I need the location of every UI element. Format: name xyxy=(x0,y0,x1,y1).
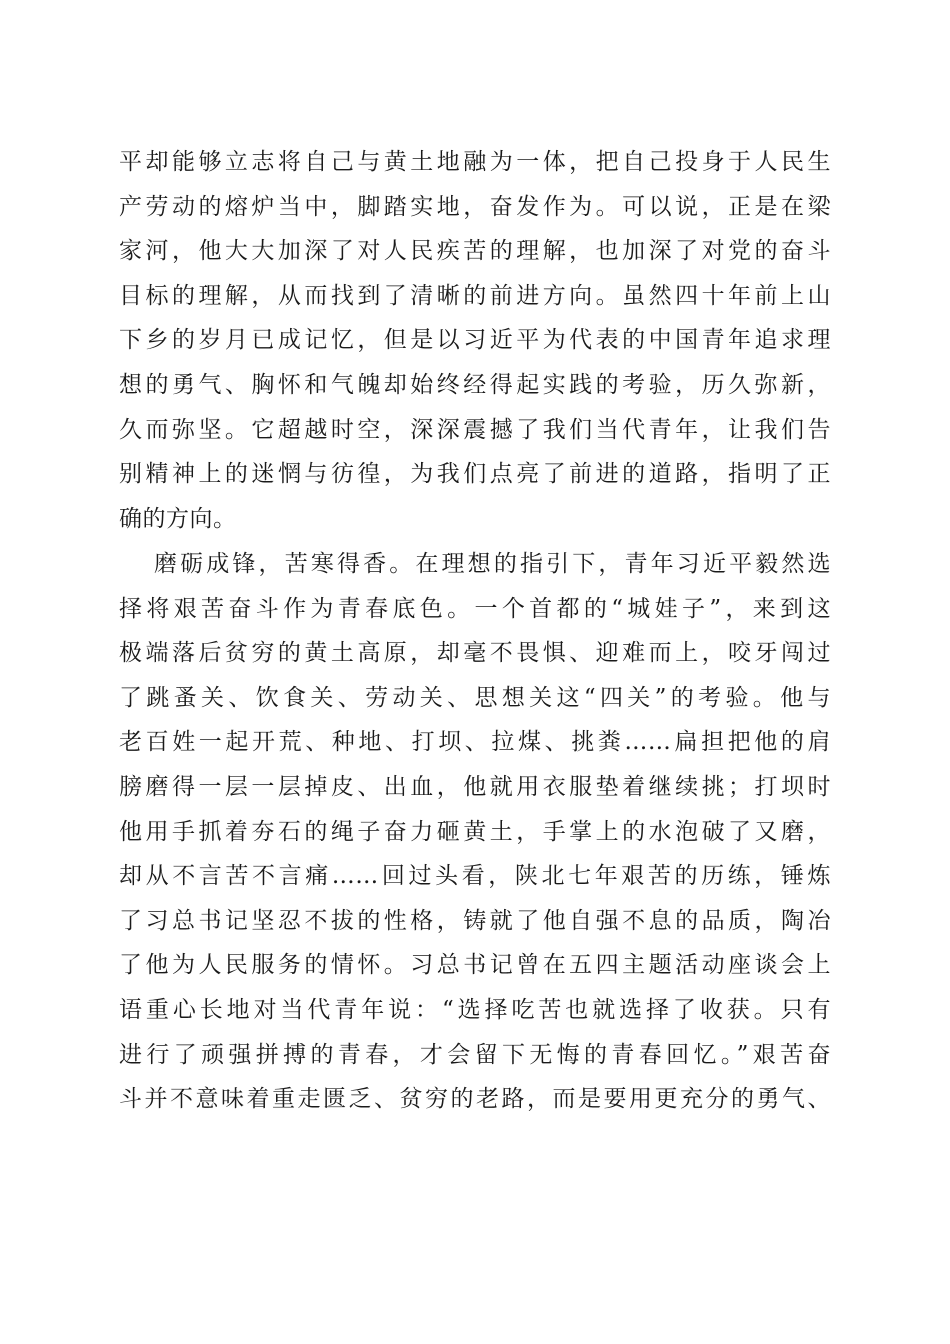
paragraph-1 xyxy=(119,140,831,541)
text-line: 语重心长地对当代青年说：“选择吃苦也就选择了收获。只有 xyxy=(119,996,831,1023)
text-line: 择将艰苦奋斗作为青春底色。一个首都的“城娃子”，来到这 xyxy=(119,595,831,622)
text-line: 别精神上的迷惘与彷徨，为我们点亮了前进的道路，指明了正 xyxy=(119,461,831,488)
text-line: 了习总书记坚忍不拔的性格，铸就了他自强不息的品质，陶冶 xyxy=(119,907,831,934)
text-line: 磨砺成锋，苦寒得香。在理想的指引下，青年习近平毅然选 xyxy=(154,551,831,577)
paragraph-2 xyxy=(119,542,831,1122)
text-line: 他用手抓着夯石的绳子奋力砸黄土，手掌上的水泡破了又磨， xyxy=(119,818,831,845)
text-line: 想的勇气、胸怀和气魄却始终经得起实践的考验，历久弥新， xyxy=(119,371,831,398)
text-line: 平却能够立志将自己与黄土地融为一体，把自己投身于人民生 xyxy=(119,149,831,175)
text-line: 家河，他大大加深了对人民疾苦的理解，也加深了对党的奋斗 xyxy=(119,238,831,265)
text-line: 下乡的岁月已成记忆，但是以习近平为代表的中国青年追求理 xyxy=(119,327,831,354)
text-line: 膀磨得一层一层掉皮、出血，他就用衣服垫着继续挑；打坝时 xyxy=(119,773,831,800)
text-line: 产劳动的熔炉当中，脚踏实地，奋发作为。可以说，正是在梁 xyxy=(119,193,831,220)
text-line: 了跳蚤关、饮食关、劳动关、思想关这“四关”的考验。他与 xyxy=(119,684,831,711)
text-line: 久而弥坚。它超越时空，深深震撼了我们当代青年，让我们告 xyxy=(119,416,831,443)
text-line: 了他为人民服务的情怀。习总书记曾在五四主题活动座谈会上 xyxy=(119,952,831,979)
text-line: 斗并不意味着重走匮乏、贫穷的老路，而是要用更充分的勇气、 xyxy=(119,1086,831,1113)
text-line: 确的方向。 xyxy=(119,505,237,532)
text-line: 目标的理解，从而找到了清晰的前进方向。虽然四十年前上山 xyxy=(119,282,831,309)
text-line: 极端落后贫穷的黄土高原，却毫不畏惧、迎难而上，咬牙闯过 xyxy=(119,640,831,667)
text-line: 进行了顽强拼搏的青春，才会留下无悔的青春回忆。”艰苦奋 xyxy=(119,1041,831,1068)
text-line: 却从不言苦不言痛……回过头看，陕北七年艰苦的历练，锤炼 xyxy=(119,863,831,890)
text-line: 老百姓一起开荒、种地、打坝、拉煤、挑粪……扁担把他的肩 xyxy=(119,729,831,756)
